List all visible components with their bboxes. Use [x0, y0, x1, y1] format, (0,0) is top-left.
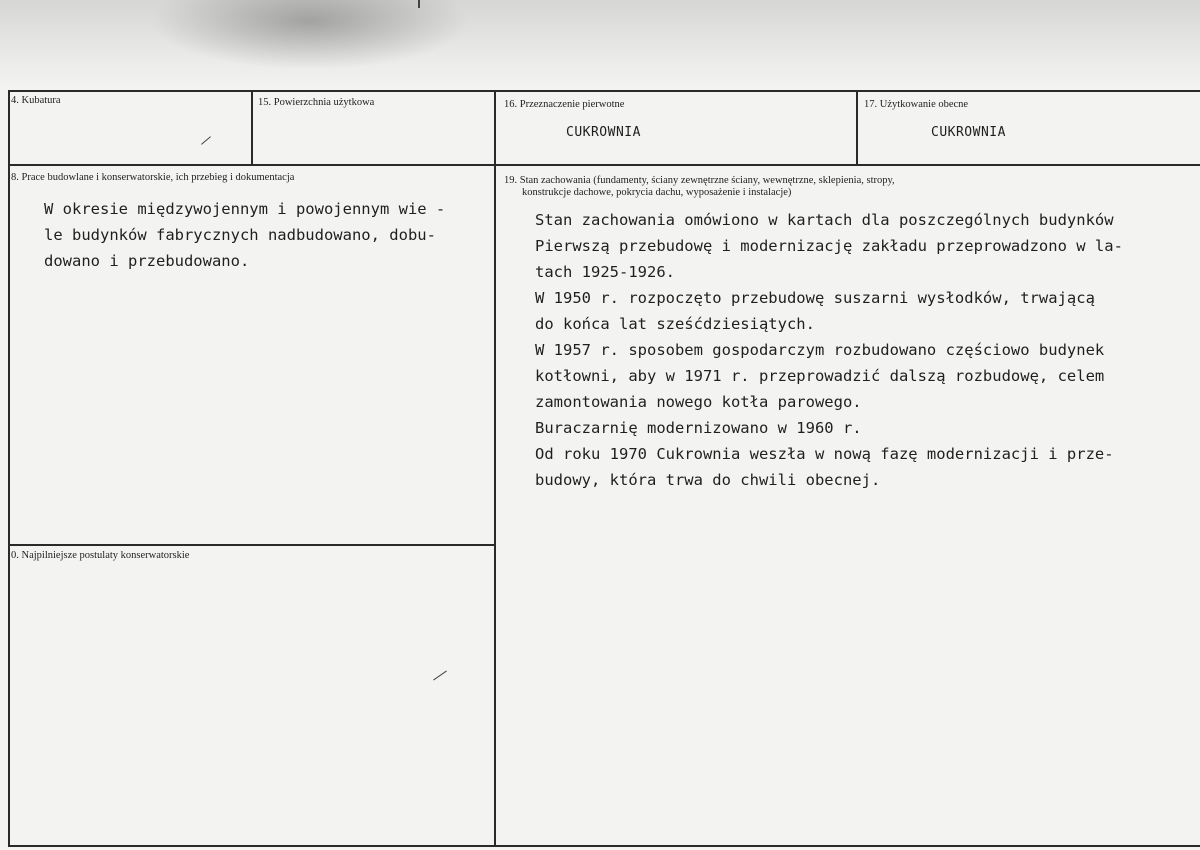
row-divider-left-lower [8, 544, 496, 546]
stan-label-line1: 19. Stan zachowania (fundamenty, ściany zewnętrzne ściany, wewnętrzne, sklepienia, stropy, [504, 175, 895, 186]
stan-label-line2: konstrukcje dachowe, pokrycia dachu, wyposażenie i instalacje) [522, 187, 792, 198]
row-divider-bottom [8, 845, 1200, 847]
przeznaczenie-label: 16. Przeznaczenie pierwotne [504, 99, 625, 110]
stan-line: kotłowni, aby w 1971 r. przeprowadzić dalszą rozbudowę, celem [535, 367, 1105, 385]
prace-line: dowano i przebudowano. [44, 252, 250, 270]
stan-line: Pierwszą przebudowę i modernizację zakładu przeprowadzono w la- [535, 237, 1123, 255]
stray-pen-mark [433, 671, 447, 681]
uzytkowanie-value: CUKROWNIA [931, 125, 1006, 140]
prace-line: W okresie międzywojennym i powojennym wie - [44, 200, 446, 218]
col-divider-2 [494, 90, 496, 847]
stan-line: do końca lat sześćdziesiątych. [535, 315, 815, 333]
tick-mark [418, 0, 420, 8]
row-divider-top [8, 90, 1200, 92]
przeznaczenie-value: CUKROWNIA [566, 125, 641, 140]
stan-line: budowy, która trwa do chwili obecnej. [535, 471, 881, 489]
stan-line: zamontowania nowego kotła parowego. [535, 393, 862, 411]
stan-line: W 1950 r. rozpoczęto przebudowę suszarni wysłodków, trwającą [535, 289, 1095, 307]
prace-label: 8. Prace budowlane i konserwatorskie, ich przebieg i dokumentacja [11, 172, 295, 183]
row-divider-middle [8, 164, 1200, 166]
col-divider-3 [856, 90, 858, 166]
frame-left [8, 90, 10, 847]
stan-line: W 1957 r. sposobem gospodarczym rozbudowano częściowo budynek [535, 341, 1105, 359]
scan-smudge [150, 0, 470, 70]
powierzchnia-label: 15. Powierzchnia użytkowa [258, 97, 375, 108]
uzytkowanie-label: 17. Użytkowanie obecne [864, 99, 969, 110]
stray-pen-mark [201, 136, 211, 144]
kubatura-label: 4. Kubatura [11, 95, 61, 106]
postulaty-label: 0. Najpilniejsze postulaty konserwatorskie [11, 550, 190, 561]
stan-line: Buraczarnię modernizowano w 1960 r. [535, 419, 862, 437]
prace-line: le budynków fabrycznych nadbudowano, dobu- [44, 226, 436, 244]
stan-line: Stan zachowania omówiono w kartach dla poszczególnych budynków [535, 211, 1114, 229]
col-divider-1 [251, 90, 253, 166]
stan-line: Od roku 1970 Cukrownia weszła w nową fazę modernizacji i prze- [535, 445, 1114, 463]
stan-line: tach 1925-1926. [535, 263, 675, 281]
